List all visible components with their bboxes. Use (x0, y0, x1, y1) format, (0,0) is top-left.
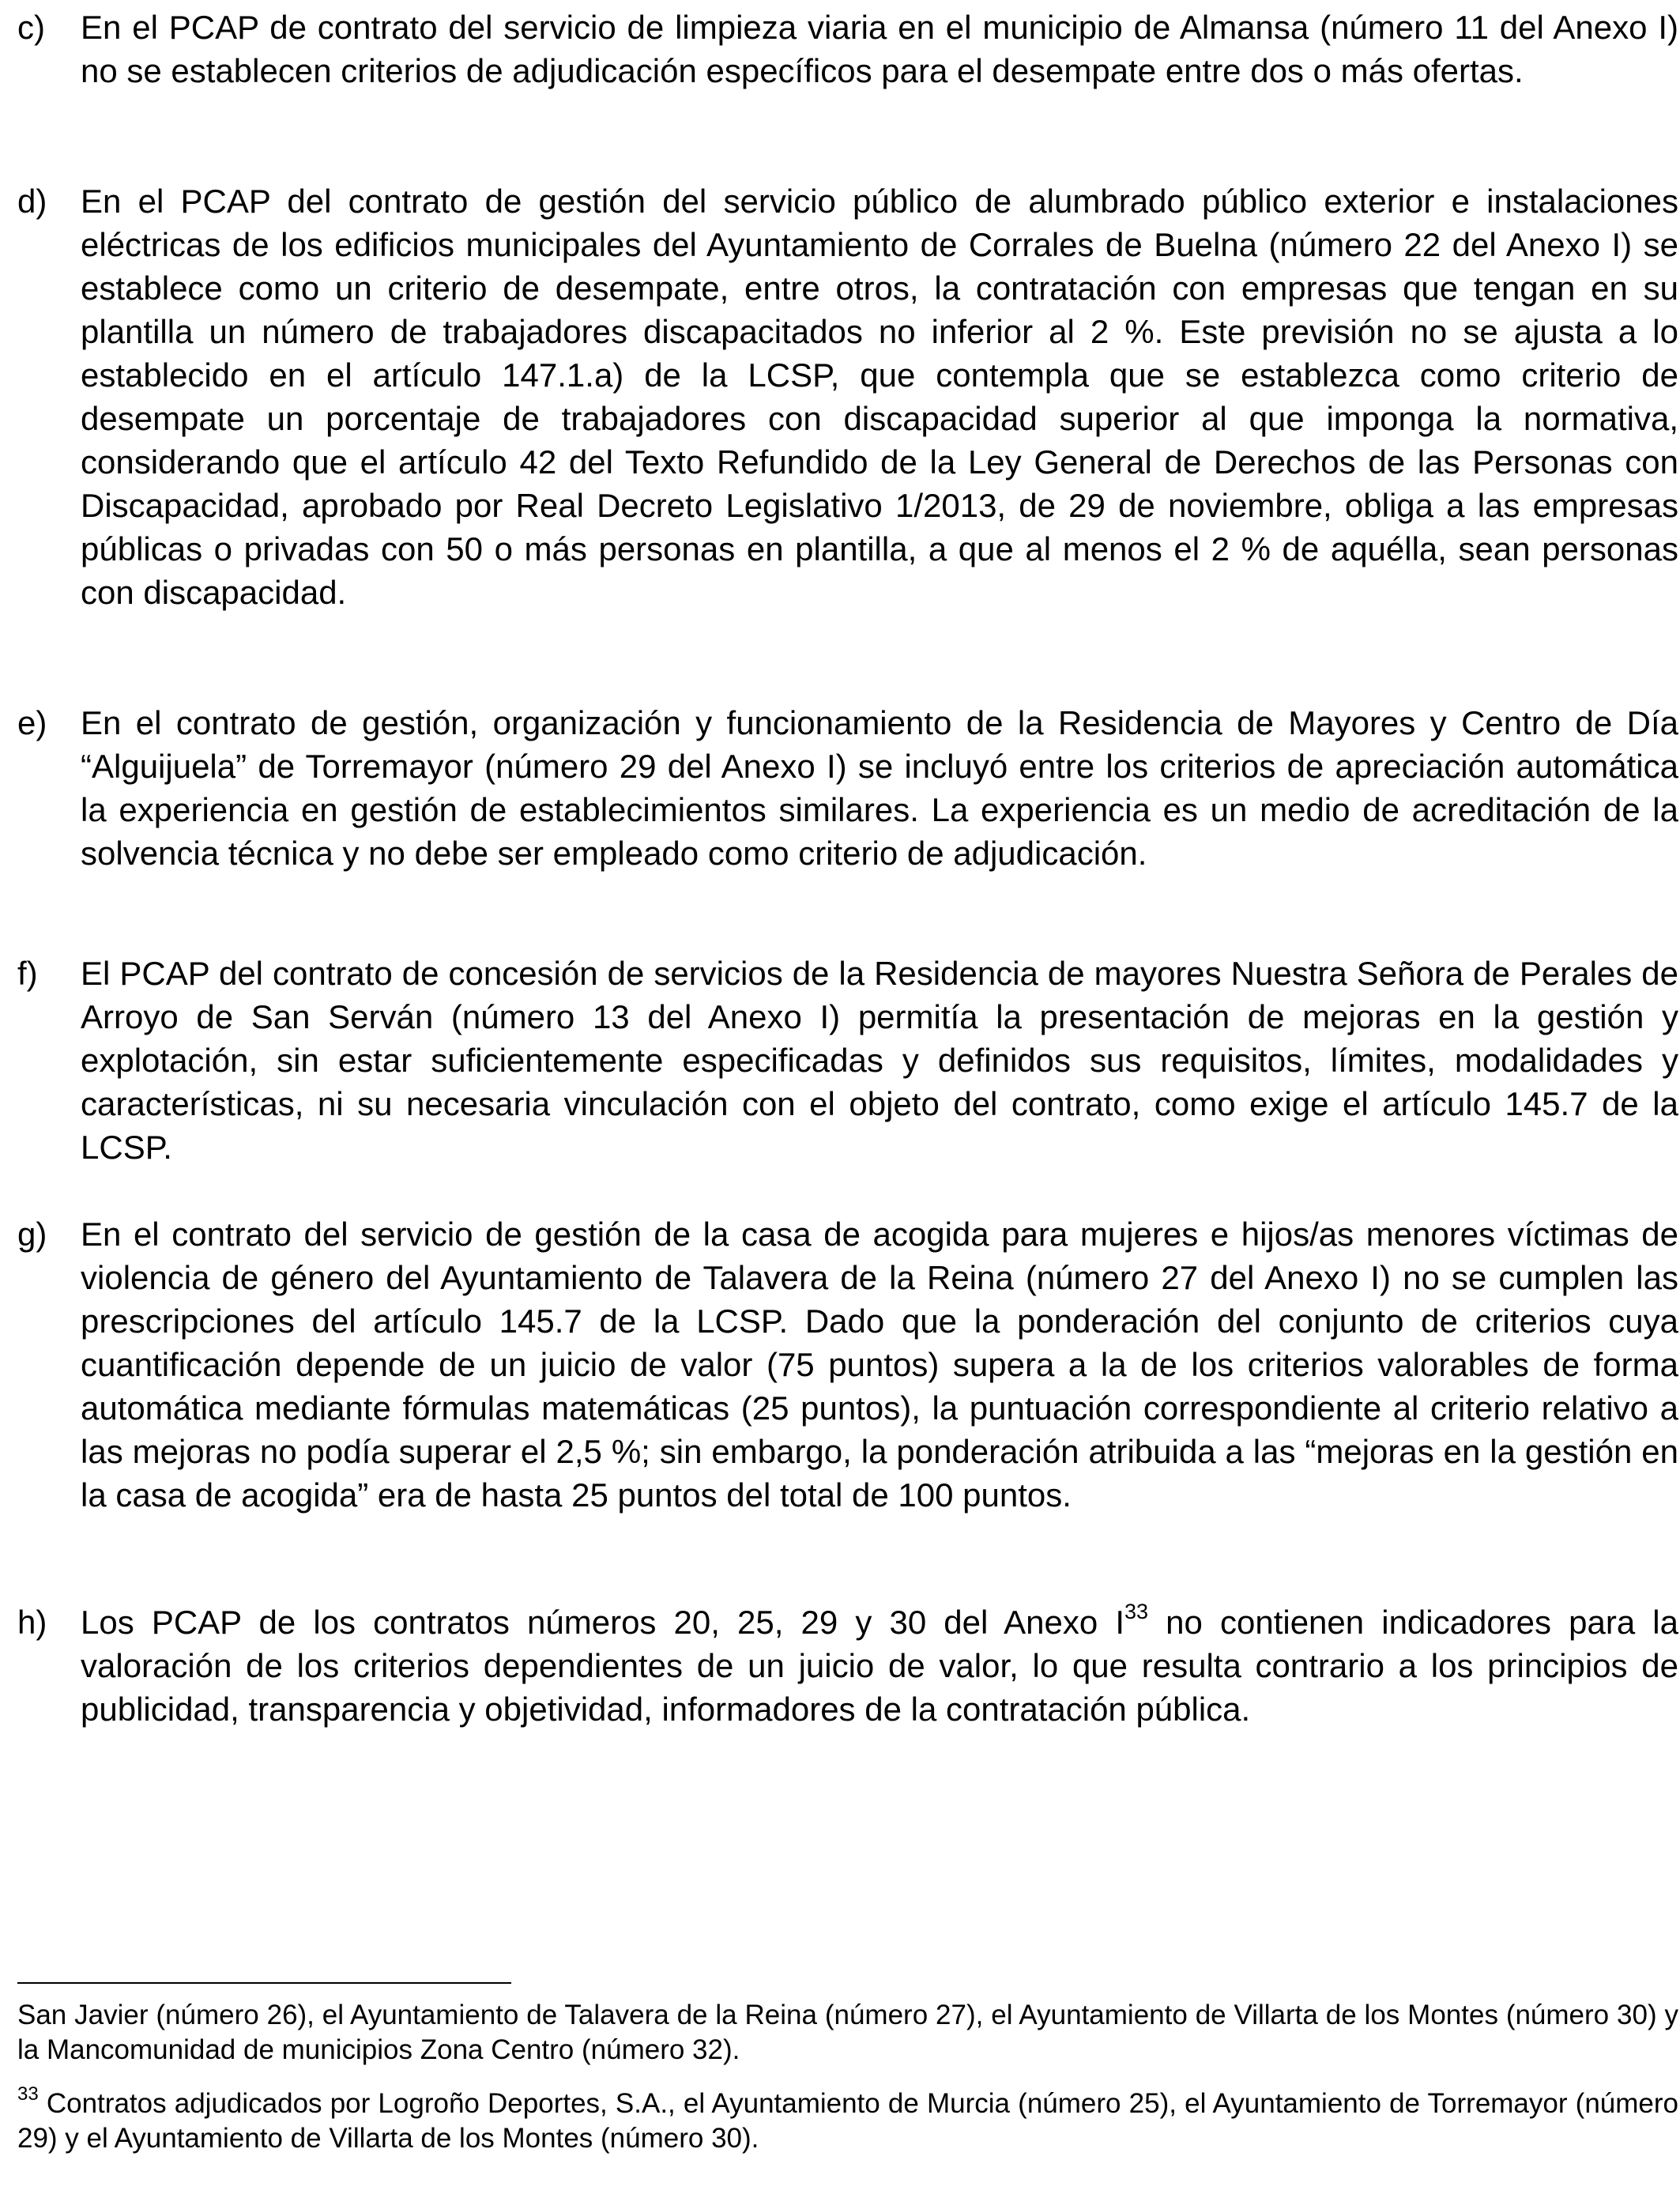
list-marker: f) (17, 955, 38, 992)
list-item-f (17, 952, 1678, 1169)
list-item-text: En el contrato del servicio de gestión de la casa de acogida para mujeres e hijos/as menores víctimas de violencia de género del Ayuntamiento de Talavera de la Reina (número 27 del Anexo I) no se cumplen las prescripciones del artículo 145.7 de la LCSP. Dado que la ponderación del conjunto de criterios cuya cuantificación depende de un juicio de valor (75 puntos) supera a la de los criterios valorables de forma automática mediante fórmulas matemáticas (25 puntos), la puntuación correspondiente al criterio relativo a las mejoras no podía superar el 2,5 %; sin embargo, la ponderación atribuida a las “mejoras en la gestión en la casa de acogida” era de hasta 25 puntos del total de 100 puntos. (81, 1216, 1678, 1514)
list-marker: h) (17, 1604, 47, 1641)
list-item-text: En el PCAP de contrato del servicio de limpieza viaria en el municipio de Almansa (número 11 del Anexo I) no se establecen criterios de adjudicación específicos para el desempate entre dos o más ofertas. (81, 9, 1678, 89)
list-item-text-before: Los PCAP de los contratos números 20, 25, 29 y 30 del Anexo I (81, 1604, 1124, 1641)
list-item-c (17, 6, 1678, 92)
footnote-reference: 33 (1124, 1600, 1149, 1623)
list-marker: c) (17, 9, 45, 46)
list-item-e (17, 701, 1678, 875)
list-item-text-after: no contienen indicadores para la valoración de los criterios dependientes de un juicio de valor, lo que resulta contrario a los principios de publicidad, transparencia y objetividad, informadores de la contratación pública. (81, 1604, 1679, 1728)
list-item-text (81, 1600, 1678, 1731)
list-item-h (17, 1600, 1678, 1731)
list-item-text: El PCAP del contrato de concesión de servicios de la Residencia de mayores Nuestra Señora de Perales de Arroyo de San Serván (número 13 del Anexo I) permitía la presentación de mejoras en la gestión y explotación, sin estar suficientemente especificadas y definidos sus requisitos, límites, modalidades y características, ni su necesaria vinculación con el objeto del contrato, como exige el artículo 145.7 de la LCSP. (81, 955, 1678, 1166)
footnote-continuation: San Javier (número 26), el Ayuntamiento de Talavera de la Reina (número 27), el Ayuntamiento de Villarta de los Montes (número 30) y la Mancomunidad de municipios Zona Centro (número 32). (17, 2000, 1678, 2065)
footnote-33 (17, 2083, 1678, 2156)
footnote-number: 33 (17, 2083, 39, 2105)
list-item-text: En el PCAP del contrato de gestión del servicio público de alumbrado público exterior e instalaciones eléctricas de los edificios municipales del Ayuntamiento de Corrales de Buelna (número 22 del Anexo I) se establece como un criterio de desempate, entre otros, la contratación con empresas que tengan en su plantilla un número de trabajadores discapacitados no inferior al 2 %. Este previsión no se ajusta a lo establecido en el artículo 147.1.a) de la LCSP, que contempla que se establezca como criterio de desempate un porcentaje de trabajadores con discapacidad superior al que imponga la normativa, considerando que el artículo 42 del Texto Refundido de la Ley General de Derechos de las Personas con Discapacidad, aprobado por Real Decreto Legislativo 1/2013, de 29 de noviembre, obliga a las empresas públicas o privadas con 50 o más personas en plantilla, a que al menos el 2 % de aquélla, sean personas con discapacidad. (81, 183, 1678, 611)
list-marker: g) (17, 1216, 47, 1253)
list-item-g (17, 1212, 1678, 1517)
list-marker: e) (17, 704, 47, 741)
footnote-text: Contratos adjudicados por Logroño Deportes, S.A., el Ayuntamiento de Murcia (número 25), el Ayuntamiento de Torremayor (número 29) y el Ayuntamiento de Villarta de los Montes (número 30). (17, 2088, 1678, 2154)
list-marker: d) (17, 183, 47, 220)
list-item-d (17, 179, 1678, 614)
footnote-separator (17, 1982, 511, 1984)
list-item-text: En el contrato de gestión, organización y funcionamiento de la Residencia de Mayores y Centro de Día “Alguijuela” de Torremayor (número 29 del Anexo I) se incluyó entre los criterios de apreciación automática la experiencia en gestión de establecimientos similares. La experiencia es un medio de acreditación de la solvencia técnica y no debe ser empleado como criterio de adjudicación. (81, 704, 1678, 872)
